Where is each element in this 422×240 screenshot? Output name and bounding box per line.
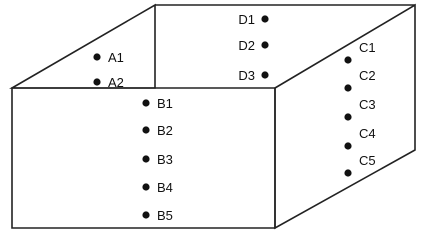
point-b1-label: B1 <box>157 96 173 111</box>
point-d1-dot <box>261 15 268 22</box>
point-c5-label: C5 <box>359 153 376 168</box>
box-outline <box>12 5 415 228</box>
point-c2-label: C2 <box>359 68 376 83</box>
point-d1-label: D1 <box>238 12 255 27</box>
point-a2-label: A2 <box>108 75 124 90</box>
point-c2-dot <box>344 84 351 91</box>
point-b1-dot <box>142 99 149 106</box>
point-a1-label: A1 <box>108 50 124 65</box>
point-c3-label: C3 <box>359 97 376 112</box>
point-d3-dot <box>261 71 268 78</box>
point-d3-label: D3 <box>238 68 255 83</box>
point-c1-label: C1 <box>359 40 376 55</box>
point-b4-dot <box>142 183 149 190</box>
point-c1-dot <box>344 56 351 63</box>
point-b3-dot <box>142 155 149 162</box>
points-layer <box>93 12 375 223</box>
point-b2-label: B2 <box>157 123 173 138</box>
point-b5-dot <box>142 211 149 218</box>
point-b3-label: B3 <box>157 152 173 167</box>
point-a1-dot <box>93 53 100 60</box>
point-c4-label: C4 <box>359 126 376 141</box>
point-c3-dot <box>344 113 351 120</box>
point-d2-label: D2 <box>238 38 255 53</box>
point-b4-label: B4 <box>157 180 173 195</box>
point-b2-dot <box>142 126 149 133</box>
point-a2-dot <box>93 78 100 85</box>
point-d2-dot <box>261 41 268 48</box>
point-c4-dot <box>344 142 351 149</box>
point-c5-dot <box>344 169 351 176</box>
left-interior-face <box>12 5 155 88</box>
point-b5-label: B5 <box>157 208 173 223</box>
